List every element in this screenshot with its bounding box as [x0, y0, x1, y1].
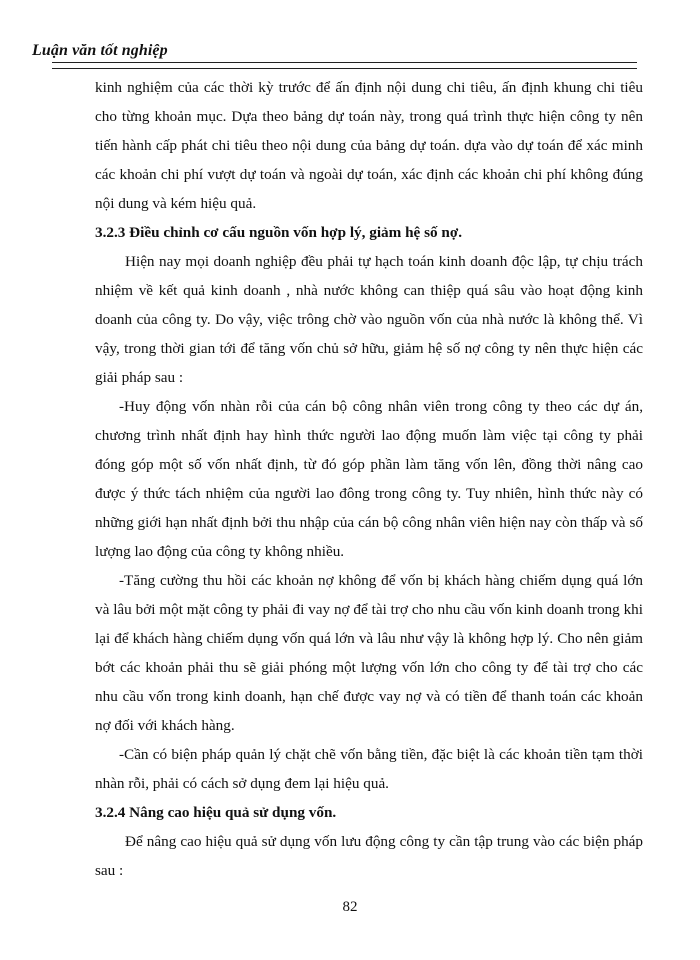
header-double-rule — [52, 62, 637, 69]
section-heading-3-2-3: 3.2.3 Điều chỉnh cơ cấu nguồn vốn hợp lý, giảm hệ số nợ. — [95, 224, 463, 241]
paragraph-continuation: kinh nghiệm của các thời kỳ trước để ấn định nội dung chi tiêu, ấn định khung chi tiêu cho từng khoản mục. Dựa theo bảng dự toán này, trong quá trình thực hiện công ty nên tiến hành cấp phát chi tiêu theo nội dung của bảng dự toán. dựa vào dự toán để xác minh các khoản chi phí vượt dự toán và ngoài dự toán, xác định các khoản chi phí không đúng nội dung và kém hiệu quả. — [95, 79, 643, 212]
paragraph-solution-1: -Huy động vốn nhàn rỗi của cán bộ công nhân viên trong công ty theo các dự án, chương trình nhất định hay hình thức người lao động muốn làm việc tại công ty phải đóng góp một số vốn nhất định, từ đó góp phần làm tăng vốn lên, đồng thời nâng cao được ý thức tách nhiệm của người lao đông trong công ty. Tuy nhiên, hình thức này có những giới hạn nhất định bởi thu nhập của cán bộ công nhân viên hiện nay còn thấp và số lượng lao động của công ty không nhiều. — [95, 398, 643, 560]
page-number: 82 — [342, 899, 358, 915]
paragraph-solution-2: -Tăng cường thu hồi các khoản nợ không để vốn bị khách hàng chiếm dụng quá lớn và lâu bởi một mặt công ty phải đi vay nợ để tài trợ cho nhu cầu vốn kinh doanh trong khi lại để khách hàng chiếm dụng vốn quá lớn và lâu như vậy là không hợp lý. Cho nên giảm bớt các khoản phải thu sẽ giải phóng một lượng vốn lớn cho công ty để tài trợ cho các nhu cầu vốn trong kinh doanh, hạn chế được vay nợ và có tiền để thanh toán các khoản nợ đối với khách hàng. — [95, 572, 643, 734]
main-content — [95, 73, 643, 885]
paragraph-intro: Hiện nay mọi doanh nghiệp đều phải tự hạch toán kinh doanh độc lập, tự chịu trách nhiệm về kết quả kinh doanh , nhà nước không can thiệp quá sâu vào hoạt động kinh doanh của công ty. Do vậy, việc trông chờ vào nguồn vốn của nhà nước là không thể. Vì vậy, trong thời gian tới để tăng vốn chủ sở hữu, giảm hệ số nợ công ty nên thực hiện các giải pháp sau : — [95, 253, 643, 386]
paragraph-efficiency: Để nâng cao hiệu quả sử dụng vốn lưu động công ty cần tập trung vào các biện pháp sau : — [95, 833, 643, 879]
section-heading-3-2-4: 3.2.4 Nâng cao hiệu quả sử dụng vốn. — [95, 804, 337, 821]
paragraph-solution-3: -Cần có biện pháp quản lý chặt chẽ vốn bằng tiền, đặc biệt là các khoản tiền tạm thời nhàn rỗi, phải có cách sở dụng đem lại hiệu quả. — [95, 746, 643, 792]
header-title: Luận văn tốt nghiệp — [32, 42, 168, 59]
